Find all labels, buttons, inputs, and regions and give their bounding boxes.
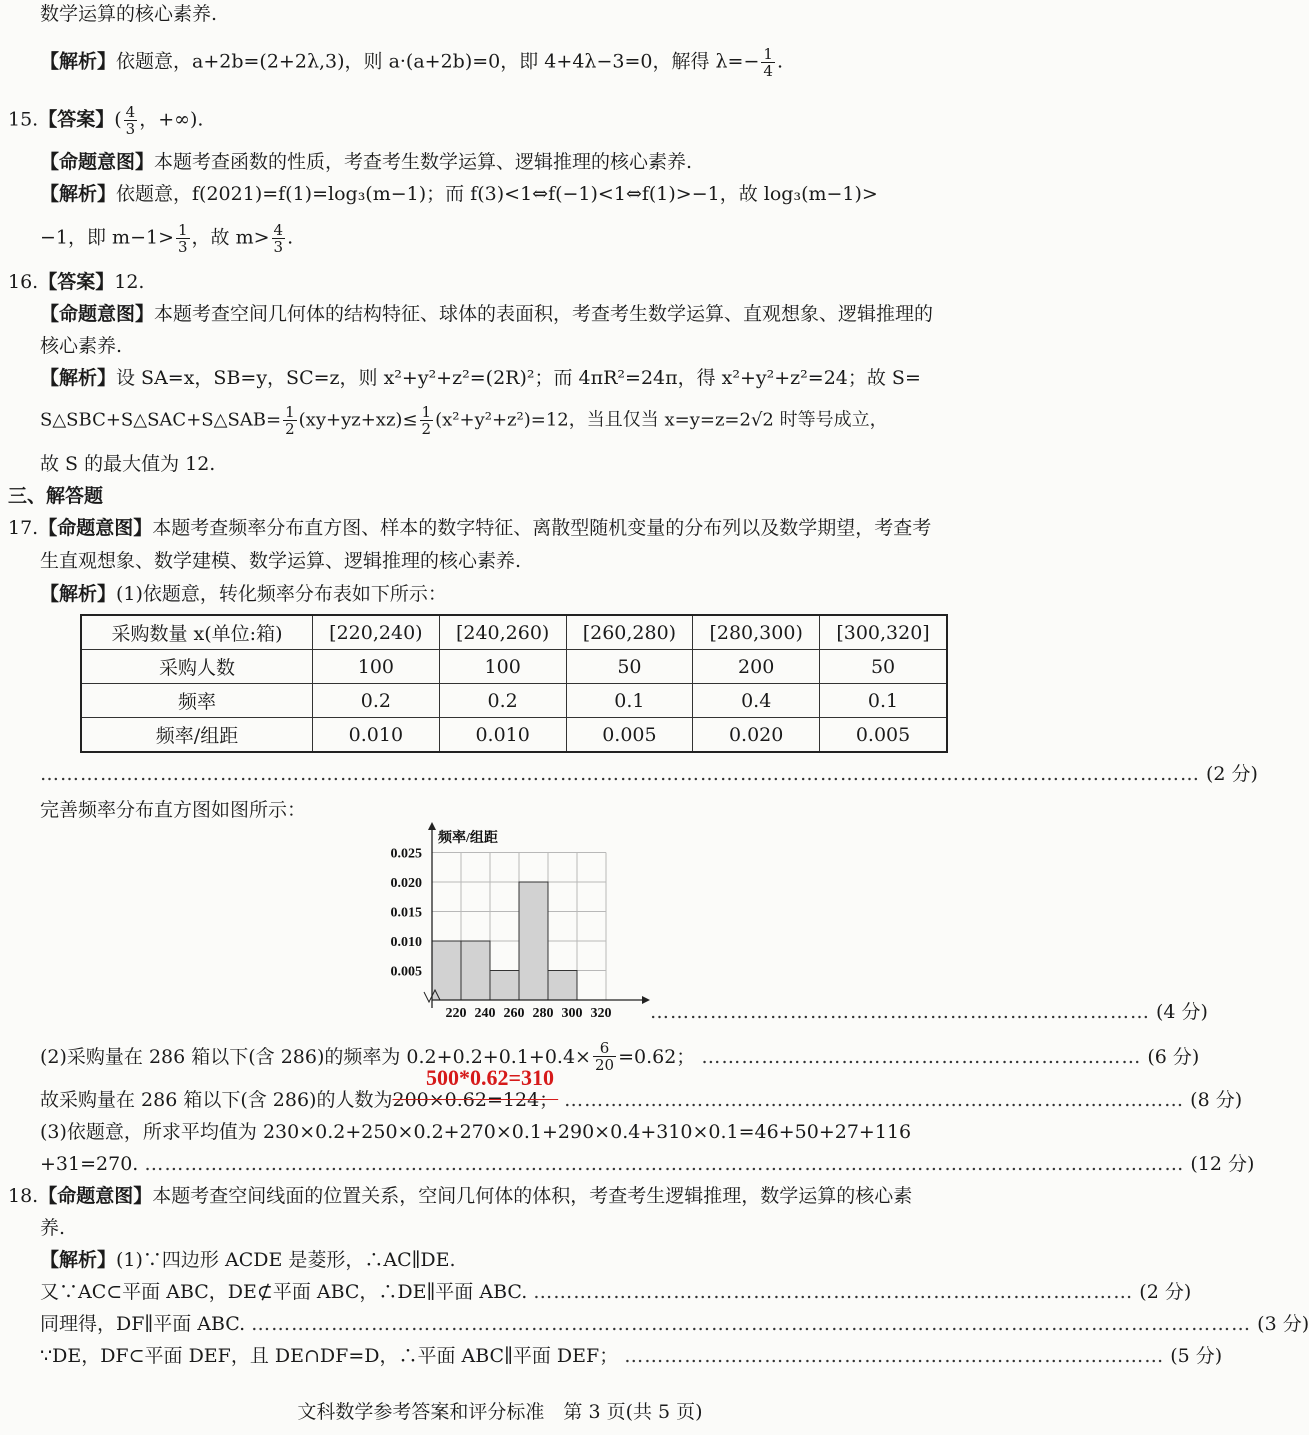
table-cell: 0.4 <box>693 684 820 718</box>
frequency-table <box>80 614 948 753</box>
q17-part3-2: +31=270. ………………………………………………………………………………………………………………………………………… (12 分) <box>40 1153 1255 1175</box>
q15-answer: 15.【答案】( $\frac{4}{3}$ ，+∞). <box>8 103 204 138</box>
q17-intent-1: 17.【命题意图】本题考查频率分布直方图、样本的数字特征、离散型随机变量的分布列以及数学期望，考查考 <box>8 517 932 539</box>
table-cell: 频率 <box>81 684 313 718</box>
page-footer: 文科数学参考答案和评分标准 第 3 页(共 5 页) <box>297 1401 703 1423</box>
q17-part3-1: (3)依题意，所求平均值为 230×0.2+250×0.2+270×0.1+290×0.4+310×0.1=46+50+27+116 <box>40 1121 912 1143</box>
fraction: $\frac{4}{3}$ <box>125 103 136 138</box>
y-axis-label: 频率/组距 <box>438 831 498 846</box>
y-tick-label: 0.010 <box>390 935 422 950</box>
table-cell: 50 <box>566 650 693 684</box>
table-row <box>81 684 947 718</box>
table-cell: 100 <box>439 650 566 684</box>
q15-analysis-1: 【解析】依题意，f(2021)=f(1)=log₃(m−1)；而 f(3)<1⇔f(−1)<1⇔f(1)>−1，故 log₃(m−1)> <box>40 183 878 205</box>
table-cell: [240,260) <box>439 615 566 650</box>
y-tick-label: 0.020 <box>390 876 422 891</box>
question-number: 15. <box>8 108 39 131</box>
fraction: $\frac{1}{3}$ <box>178 221 188 256</box>
x-tick-label: 260 <box>503 1006 525 1021</box>
fraction: $\frac{1}{4}$ <box>763 45 773 80</box>
table-cell: 采购数量 x(单位:箱) <box>81 615 313 650</box>
table-cell: 0.005 <box>566 718 693 753</box>
table-cell: 0.2 <box>313 684 440 718</box>
q17-intent-2: 生直观想象、数学建模、数学运算、逻辑推理的核心素养. <box>40 550 522 572</box>
q16-answer: 16.【答案】12. <box>8 271 145 293</box>
q17-part2-count: 故采购量在 286 箱以下(含 286)的人数为 200×0.62=124； ………………………………………………………………………………… (8 分) <box>40 1086 990 1114</box>
table-row <box>81 718 947 753</box>
table-cell: 200 <box>693 650 820 684</box>
frequency-histogram <box>380 822 650 1022</box>
y-tick-label: 0.015 <box>390 905 422 921</box>
analysis-text: 依题意，a+2b=(2+2λ,3)，则 a·(a+2b)=0，即 4+4λ−3=0，解得 λ=− <box>116 50 760 73</box>
q17-analysis-1: 【解析】(1)依题意，转化频率分布表如下所示： <box>40 583 447 605</box>
histogram-intro: 完善频率分布直方图如图所示： <box>40 799 307 821</box>
table-row <box>81 650 947 684</box>
answer-tag: 【答案】 <box>38 108 115 131</box>
y-axis-arrow <box>428 822 436 830</box>
fraction: $\frac{1}{2}$ <box>421 403 432 438</box>
q16-intent-1: 【命题意图】本题考查空间几何体的结构特征、球体的表面积，考查考生数学运算、直观想象、逻辑推理的 <box>40 303 934 325</box>
analysis-line: 【解析】依题意，a+2b=(2+2λ,3)，则 a·(a+2b)=0，即 4+4λ−3=0，解得 λ=− $\frac{1}{4}$ . <box>40 45 783 80</box>
section-heading: 三、解答题 <box>8 485 104 507</box>
q18-analysis-4: ∵DE，DF⊂平面 DEF，且 DE∩DF=D，∴平面 ABC∥平面 DEF； ……………………………………………………………………… (5 分) <box>40 1345 1223 1367</box>
x-tick-label: 300 <box>561 1006 583 1021</box>
q15-analysis-2: −1，即 m−1> $\frac{1}{3}$ ，故 m> $\frac{4}{3}$ . <box>40 221 294 256</box>
table-header-row <box>81 615 947 650</box>
table-cell: [220,240) <box>313 615 440 650</box>
table-cell: 0.005 <box>820 718 947 753</box>
fraction: $\frac{6}{20}$ <box>594 1039 615 1074</box>
handwritten-correction: 500*0.62=310 <box>426 1065 555 1090</box>
table-cell: 50 <box>820 650 947 684</box>
x-tick-label: 240 <box>474 1006 496 1021</box>
table-cell: [280,300) <box>693 615 820 650</box>
histogram-bar <box>461 941 490 1000</box>
fraction: $\frac{1}{2}$ <box>285 403 295 438</box>
histogram-bar <box>432 941 461 1000</box>
histogram-bar <box>548 971 577 1001</box>
x-axis-arrow <box>642 996 650 1004</box>
histogram-bar <box>519 882 548 1000</box>
score-line: ………………………………………………………………………………………………………………………………………………………… (2 分) <box>40 763 1258 785</box>
x-tick-label: 280 <box>532 1006 554 1021</box>
table-cell: 采购人数 <box>81 650 313 684</box>
q16-intent-2: 核心素养. <box>40 335 123 357</box>
histogram-bar <box>490 971 519 1001</box>
table-cell: 0.010 <box>439 718 566 753</box>
y-tick-label: 0.025 <box>390 846 422 862</box>
y-tick-label: 0.005 <box>390 964 422 980</box>
table-cell: 0.020 <box>693 718 820 753</box>
q18-analysis-2: 又∵AC⊂平面 ABC，DE⊄平面 ABC，∴DE∥平面 ABC. ……………………………………………………………………………… (2 分) <box>40 1281 1192 1303</box>
q18-analysis-3: 同理得，DF∥平面 ABC. …………………………………………………………………………………………………………………………………… (3 分) <box>40 1313 1309 1335</box>
table-cell: [260,280) <box>566 615 693 650</box>
struck-answer: 200×0.62=124； <box>392 1089 559 1111</box>
q16-analysis-3: 故 S 的最大值为 12. <box>40 453 216 475</box>
analysis-tag: 【解析】 <box>40 50 117 73</box>
table-cell: 0.1 <box>820 684 947 718</box>
x-tick-label: 220 <box>445 1006 467 1021</box>
text-line: 数学运算的核心素养. <box>40 3 218 25</box>
q18-intent-1: 18.【命题意图】本题考查空间线面的位置关系，空间几何体的体积，考查考生逻辑推理，数学运算的核心素 <box>8 1185 913 1207</box>
q18-intent-2: 养. <box>40 1217 66 1239</box>
table-cell: 频率/组距 <box>81 718 313 753</box>
table-cell: 0.010 <box>313 718 440 753</box>
q16-analysis-1: 【解析】设 SA=x，SB=y，SC=z，则 x²+y²+z²=(2R)²；而 4πR²=24π，得 x²+y²+z²=24；故 S= <box>40 367 921 389</box>
q18-analysis-1: 【解析】(1)∵四边形 ACDE 是菱形，∴AC∥DE. <box>40 1249 456 1271</box>
table-cell: 0.2 <box>439 684 566 718</box>
q17-part2: (2)采购量在 286 箱以下(含 286)的频率为 0.2+0.2+0.1+0.4× $\frac{6}{20}$ =0.62； ………………………………………………………… (6 分) <box>40 1039 1200 1074</box>
table-cell: 0.1 <box>566 684 693 718</box>
q15-intent: 【命题意图】本题考查函数的性质，考查考生数学运算、逻辑推理的核心素养. <box>40 151 693 173</box>
table-cell: 100 <box>313 650 440 684</box>
score-line: ………………………………………………………………… (4 分) <box>650 1001 1208 1023</box>
table-cell: [300,320] <box>820 615 947 650</box>
q16-analysis-2: S△SBC+S△SAC+S△SAB= $\frac{1}{2}$ (xy+yz+xz)≤ $\frac{1}{2}$ (x²+y²+z²)=12，当且仅当 x=y=z=2√2 时等号成立， <box>40 403 888 438</box>
x-tick-label: 320 <box>590 1006 612 1021</box>
fraction: $\frac{4}{3}$ <box>273 221 284 256</box>
